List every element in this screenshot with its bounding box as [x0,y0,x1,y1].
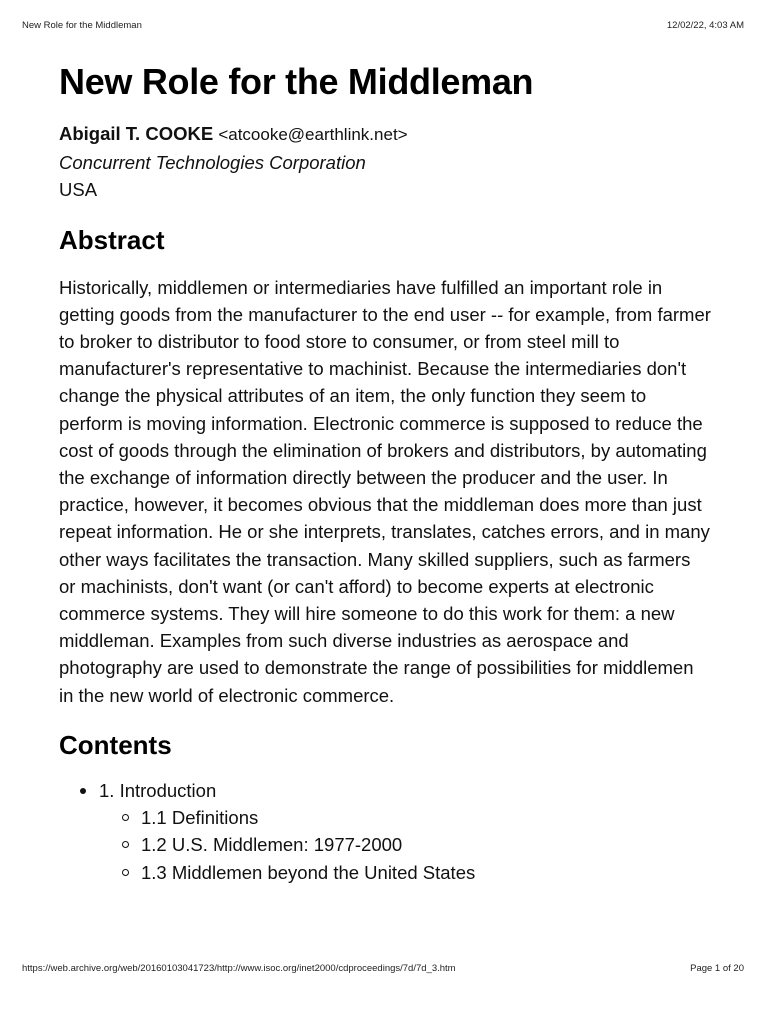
toc-link-definitions[interactable]: 1.1 Definitions [141,807,259,829]
print-footer [22,961,744,975]
toc-link-introduction[interactable]: 1. Introduction [99,779,217,801]
toc-item-introduction [99,777,719,886]
print-footer-url: https://web.archive.org/web/20160103041723/http://www.isoc.org/inet2000/cdproceedings/7d/7d_3.htm [22,962,456,974]
author-country: USA [59,179,98,200]
author-email: <atcooke@earthlink.net> [218,125,408,144]
print-header-datetime: 12/02/22, 4:03 AM [666,19,744,31]
toc-subitem-middlemen-beyond-us [141,859,719,886]
page-title: New Role for the Middleman [59,61,534,102]
print-header-title: New Role for the Middleman [22,19,142,31]
print-header [22,18,744,32]
abstract-text: Historically, middlemen or intermediaries have fulfilled an important role in getting goods from the manufacturer to the end user -- for example, from farmer to broker to distributor to food store to consumer, or from steel mill to manufacturer's representative to machinist. Because the intermediaries don't change the physical attributes of an item, the only function they seem to perform is moving information. Electronic commerce is supposed to reduce the cost of goods through the elimination of brokers and distributors, by automating the exchange of information directly between the producer and the user. In practice, however, it becomes obvious that the middleman does more than just repeat information. He or she interprets, translates, catches errors, and in many other ways facilitates the transaction. Many skilled suppliers, such as farmers or machinists, don't want (or can't afford) to become experts at electronic commerce systems. They will hire someone to do this work for them: a new middleman. Examples from such diverse industries as aerospace and photography are used to demonstrate the range of possibilities for middlemen in the new world of electronic commerce. [59,276,711,706]
toc-link-middlemen-beyond-us[interactable]: 1.3 Middlemen beyond the United States [141,861,476,883]
author-line [59,120,719,149]
author-block [59,120,719,204]
author-name: Abigail T. COOKE [59,123,214,144]
document-content [59,58,719,886]
toc-link-us-middlemen[interactable]: 1.2 U.S. Middlemen: 1977-2000 [141,834,403,856]
abstract-heading: Abstract [59,224,165,255]
toc-sublist [99,804,719,886]
table-of-contents [59,777,719,886]
toc-subitem-us-middlemen [141,831,719,858]
contents-heading: Contents [59,729,172,760]
author-organization: Concurrent Technologies Corporation [59,151,366,173]
print-footer-page-number: Page 1 of 20 [690,962,744,974]
toc-subitem-definitions [141,804,719,831]
